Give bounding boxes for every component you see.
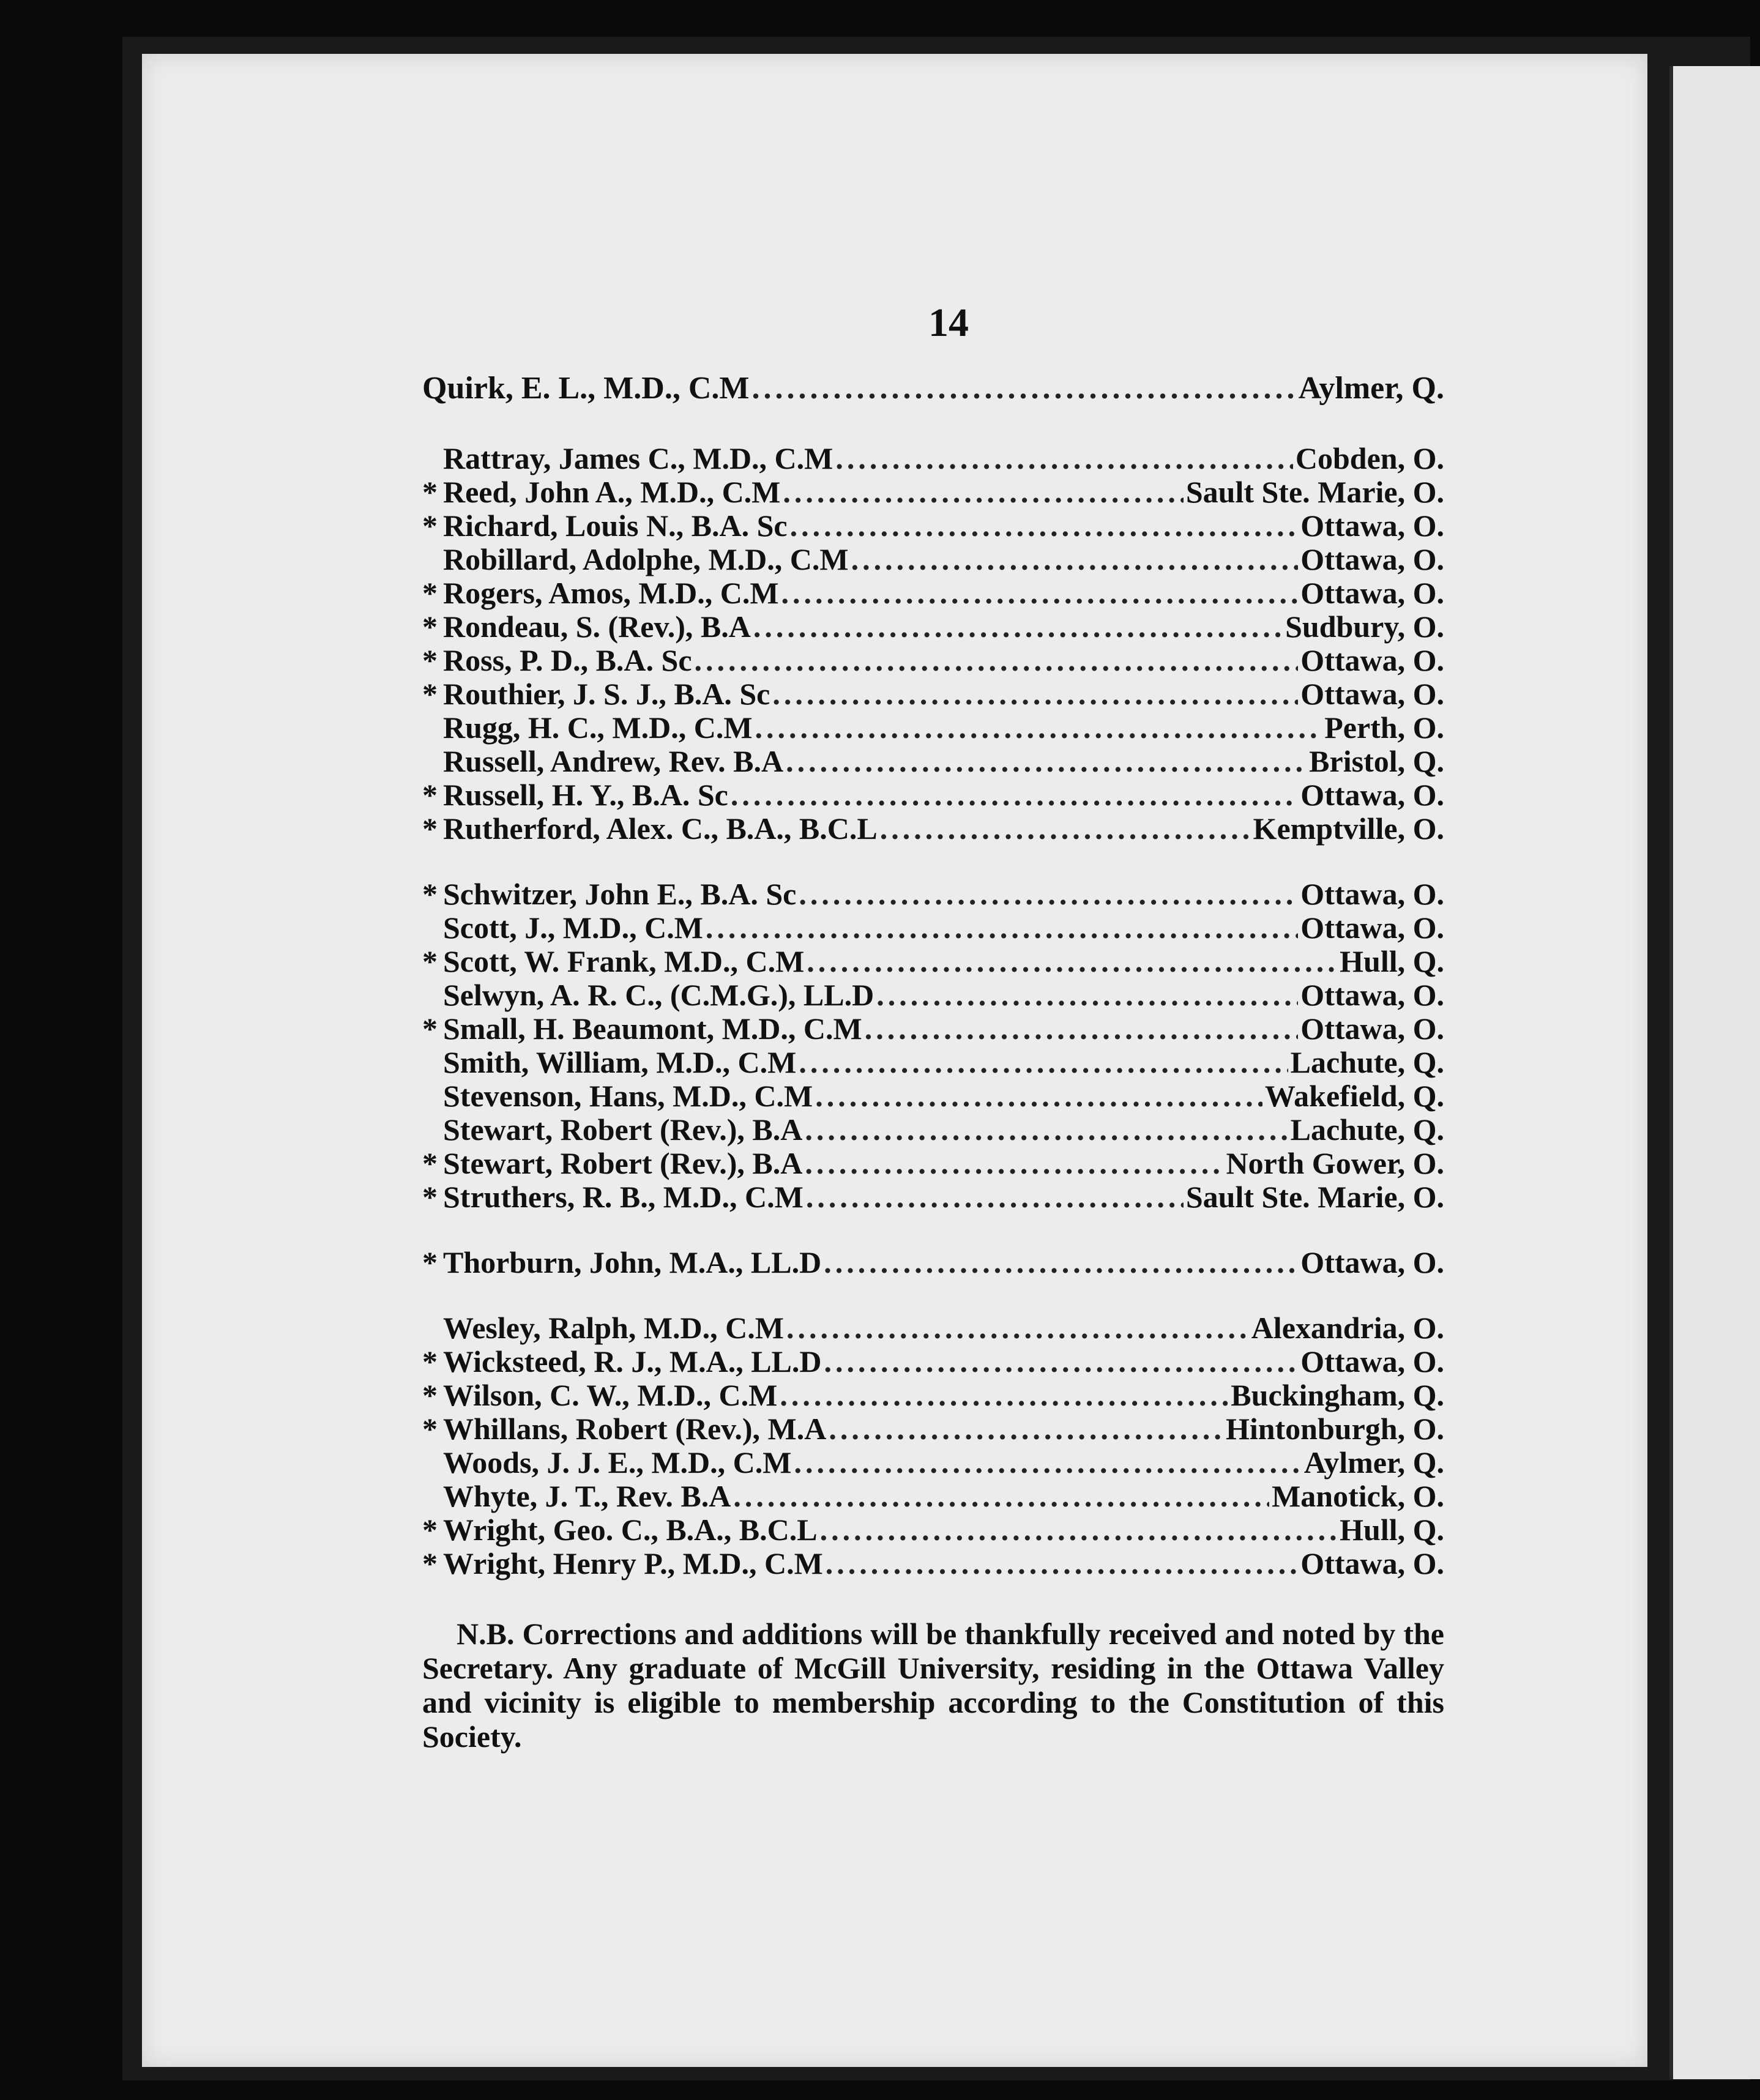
member-name: Stevenson, Hans, M.D., C.M: [443, 1079, 813, 1113]
dot-leader: [755, 711, 1322, 745]
dot-leader: [807, 945, 1337, 978]
member-name: Ross, P. D., B.A. Sc: [443, 643, 692, 677]
member-asterisk: *: [422, 677, 438, 711]
member-place: North Gower, O.: [1226, 1146, 1444, 1180]
group-spacer: [422, 1214, 1444, 1246]
member-place: Ottawa, O.: [1300, 778, 1444, 812]
member-asterisk: *: [422, 811, 438, 846]
member-entry: [422, 367, 1444, 410]
dot-leader: [835, 442, 1293, 475]
member-asterisk: *: [422, 1146, 438, 1180]
member-name: Rugg, H. C., M.D., C.M: [443, 710, 753, 745]
dot-leader: [772, 677, 1298, 711]
member-name: Stewart, Robert (Rev.), B.A: [443, 1112, 803, 1147]
member-name: Schwitzer, John E., B.A. Sc: [443, 877, 797, 911]
dot-leader: [799, 877, 1298, 911]
member-name: Wilson, C. W., M.D., C.M: [443, 1378, 778, 1412]
dot-leader: [880, 812, 1251, 846]
dot-leader: [829, 1412, 1223, 1446]
member-entry: [422, 745, 1444, 778]
member-entry: [422, 610, 1444, 644]
member-name: Russell, H. Y., B.A. Sc: [443, 778, 728, 812]
member-name: Rondeau, S. (Rev.), B.A: [443, 609, 751, 644]
member-entry: [422, 1012, 1444, 1046]
member-entry: [422, 576, 1444, 610]
member-asterisk: *: [422, 475, 438, 509]
dot-leader: [790, 509, 1299, 543]
member-asterisk: *: [422, 643, 438, 677]
dot-leader: [786, 745, 1307, 778]
member-place: Ottawa, O.: [1300, 877, 1444, 911]
member-entry: [422, 812, 1444, 846]
dot-leader: [733, 1480, 1269, 1513]
member-place: Sault Ste. Marie, O.: [1185, 1180, 1444, 1214]
member-place: Kemptville, O.: [1253, 811, 1444, 846]
member-place: Bristol, Q.: [1309, 744, 1444, 778]
member-asterisk: *: [422, 1546, 438, 1581]
dot-leader: [865, 1012, 1299, 1046]
member-entry: [422, 1412, 1444, 1446]
member-entry: [422, 945, 1444, 978]
member-place: Cobden, O.: [1295, 441, 1444, 475]
member-asterisk: *: [422, 1412, 438, 1446]
member-asterisk: *: [422, 778, 438, 812]
member-entry: [422, 1311, 1444, 1345]
member-place: Sault Ste. Marie, O.: [1185, 475, 1444, 509]
member-place: Ottawa, O.: [1300, 643, 1444, 677]
member-asterisk: *: [422, 877, 438, 911]
member-entry: [422, 1079, 1444, 1113]
member-entry: [422, 509, 1444, 543]
member-entry: [422, 1547, 1444, 1581]
facing-page-edge: [1669, 66, 1760, 2079]
member-name: Russell, Andrew, Rev. B.A: [443, 744, 784, 778]
member-name: Richard, Louis N., B.A. Sc: [443, 508, 788, 543]
dot-leader: [805, 1147, 1223, 1180]
member-name: Wright, Henry P., M.D., C.M: [443, 1546, 823, 1581]
member-entry: [422, 911, 1444, 945]
member-place: Hull, Q.: [1340, 1513, 1444, 1547]
member-place: Sudbury, O.: [1285, 609, 1444, 644]
member-place: Hull, Q.: [1340, 944, 1444, 978]
member-asterisk: *: [422, 1378, 438, 1412]
member-name: Wright, Geo. C., B.A., B.C.L: [443, 1513, 818, 1547]
member-entry: [422, 711, 1444, 745]
member-place: Ottawa, O.: [1300, 1245, 1444, 1279]
member-entry: [422, 1379, 1444, 1412]
member-entry: [422, 1180, 1444, 1214]
member-name: Selwyn, A. R. C., (C.M.G.), LL.D: [443, 978, 874, 1012]
dot-leader: [876, 978, 1298, 1012]
member-name: Wesley, Ralph, M.D., C.M: [443, 1311, 784, 1345]
dot-leader: [815, 1079, 1262, 1113]
member-asterisk: *: [422, 1180, 438, 1214]
dot-leader: [706, 911, 1298, 945]
member-entry: [422, 475, 1444, 509]
member-place: Ottawa, O.: [1300, 508, 1444, 543]
dot-leader: [781, 576, 1299, 610]
member-name: Whillans, Robert (Rev.), M.A: [443, 1412, 827, 1446]
member-asterisk: *: [422, 1344, 438, 1379]
member-entry: [422, 778, 1444, 812]
page-number: 14: [928, 300, 969, 345]
member-name: Woods, J. J. E., M.D., C.M: [443, 1445, 792, 1480]
dot-leader: [851, 543, 1299, 576]
member-name: Robillard, Adolphe, M.D., C.M: [443, 542, 849, 576]
member-name: Wicksteed, R. J., M.A., LL.D: [443, 1344, 822, 1379]
dot-leader: [806, 1180, 1184, 1214]
member-place: Ottawa, O.: [1300, 978, 1444, 1012]
member-place: Ottawa, O.: [1300, 1011, 1444, 1046]
group-spacer: [422, 846, 1444, 877]
member-place: Hintonburgh, O.: [1225, 1412, 1444, 1446]
member-name: Reed, John A., M.D., C.M: [443, 475, 781, 509]
footnote: N.B. Corrections and additions will be thankfully received and noted by the Secretary. Any graduate of McGill University, residing in the Ottawa Valley and vicinity is eligible to membership according to the Constitution of this Society.: [422, 1617, 1444, 1754]
member-place: Ottawa, O.: [1300, 910, 1444, 945]
member-name: Rattray, James C., M.D., C.M: [443, 441, 833, 475]
member-place: Ottawa, O.: [1300, 576, 1444, 610]
member-asterisk: *: [422, 508, 438, 543]
member-name: Routhier, J. S. J., B.A. Sc: [443, 677, 770, 711]
member-entry: [422, 1345, 1444, 1379]
member-place: Alexandria, O.: [1251, 1311, 1444, 1345]
member-asterisk: *: [422, 1513, 438, 1547]
member-entry: [422, 1246, 1444, 1279]
group-spacer: [422, 410, 1444, 442]
dot-leader: [826, 1547, 1299, 1581]
member-asterisk: *: [422, 1245, 438, 1279]
member-asterisk: *: [422, 576, 438, 610]
member-name: Smith, William, M.D., C.M: [443, 1045, 797, 1079]
member-name: Rutherford, Alex. C., B.A., B.C.L: [443, 811, 878, 846]
member-name: Thorburn, John, M.A., LL.D: [443, 1245, 822, 1279]
dot-leader: [824, 1246, 1298, 1279]
group-spacer: [422, 1279, 1444, 1311]
dot-leader: [799, 1046, 1288, 1079]
dot-leader: [731, 778, 1298, 812]
dot-leader: [751, 367, 1296, 401]
member-name: Scott, J., M.D., C.M: [443, 910, 703, 945]
member-entry: [422, 1147, 1444, 1180]
member-entry: [422, 543, 1444, 576]
member-place: Ottawa, O.: [1300, 1344, 1444, 1379]
member-asterisk: *: [422, 944, 438, 978]
member-list: [422, 367, 1444, 1581]
member-entry: [422, 644, 1444, 677]
member-place: Manotick, O.: [1272, 1479, 1444, 1513]
member-name: Small, H. Beaumont, M.D., C.M: [443, 1011, 862, 1046]
dot-leader: [695, 644, 1299, 677]
member-entry: [422, 677, 1444, 711]
member-place: Perth, O.: [1324, 710, 1444, 745]
member-place: Ottawa, O.: [1300, 542, 1444, 576]
member-asterisk: *: [422, 609, 438, 644]
member-place: Lachute, Q.: [1290, 1112, 1444, 1147]
member-entry: [422, 442, 1444, 475]
member-name: Stewart, Robert (Rev.), B.A: [443, 1146, 803, 1180]
member-entry: [422, 978, 1444, 1012]
dot-leader: [783, 475, 1183, 509]
member-entry: [422, 1446, 1444, 1480]
member-entry: [422, 1480, 1444, 1513]
member-place: Lachute, Q.: [1290, 1045, 1444, 1079]
member-entry: [422, 1113, 1444, 1147]
member-place: Wakefield, Q.: [1264, 1079, 1444, 1113]
member-place: Buckingham, Q.: [1231, 1378, 1444, 1412]
member-place: Ottawa, O.: [1300, 677, 1444, 711]
dot-leader: [786, 1311, 1249, 1345]
member-name: Struthers, R. B., M.D., C.M: [443, 1180, 804, 1214]
member-name: Rogers, Amos, M.D., C.M: [443, 576, 779, 610]
member-asterisk: *: [422, 1011, 438, 1046]
member-name: Scott, W. Frank, M.D., C.M: [443, 944, 805, 978]
dot-leader: [824, 1345, 1299, 1379]
dot-leader: [780, 1379, 1228, 1412]
member-entry: [422, 1513, 1444, 1547]
member-name: Whyte, J. T., Rev. B.A: [443, 1479, 731, 1513]
member-place: Aylmer, Q.: [1298, 371, 1444, 406]
dot-leader: [820, 1513, 1338, 1547]
member-name: Quirk, E. L., M.D., C.M: [422, 371, 750, 406]
member-entry: [422, 1046, 1444, 1079]
dot-leader: [753, 610, 1283, 644]
dot-leader: [805, 1113, 1288, 1147]
member-place: Ottawa, O.: [1300, 1546, 1444, 1581]
dot-leader: [794, 1446, 1301, 1480]
member-entry: [422, 877, 1444, 911]
member-place: Aylmer, Q.: [1303, 1445, 1444, 1480]
